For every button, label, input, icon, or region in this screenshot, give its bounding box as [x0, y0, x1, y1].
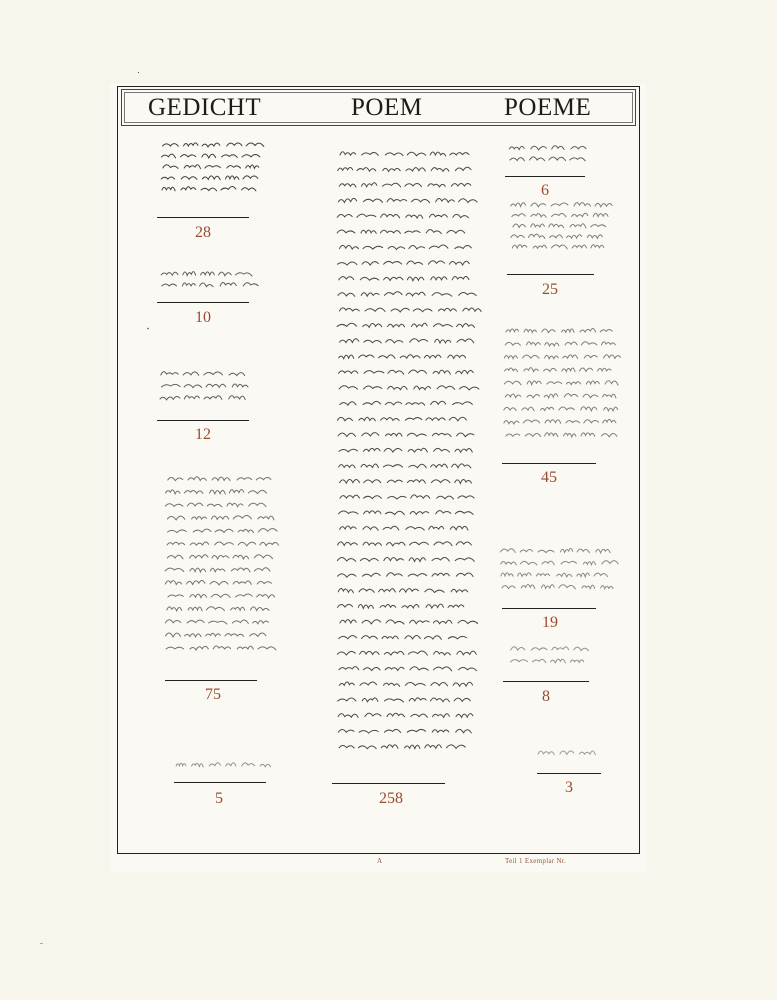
gedicht-rule-3 [157, 420, 249, 421]
poeme-rule-1 [505, 176, 585, 177]
ink-speck [40, 943, 43, 944]
gedicht-count-2: 10 [195, 309, 211, 326]
gedicht-rule-4 [165, 680, 257, 681]
gedicht-count-5: 5 [215, 790, 223, 807]
gedicht-count-4: 75 [205, 686, 221, 703]
column-title-poeme: POEME [504, 94, 592, 121]
poeme-count-2: 25 [542, 281, 558, 298]
footer-copy-note: Teil 1 Exemplar Nr. [505, 857, 567, 865]
poeme-rule-6 [537, 773, 601, 774]
gedicht-count-3: 12 [195, 426, 211, 443]
poeme-count-4: 19 [542, 614, 558, 631]
poem-count-1: 258 [379, 790, 403, 807]
poeme-rule-2 [507, 274, 594, 275]
gedicht-rule-5 [174, 782, 266, 783]
poeme-count-6: 3 [565, 779, 573, 796]
poeme-count-5: 8 [542, 688, 550, 705]
gedicht-rule-1 [157, 217, 249, 218]
column-title-gedicht: GEDICHT [148, 94, 262, 121]
poeme-rule-3 [502, 463, 596, 464]
footer-sheet-letter: A [377, 857, 383, 865]
poem-rule-1 [332, 783, 445, 784]
gedicht-count-1: 28 [195, 224, 211, 241]
poeme-count-1: 6 [541, 182, 549, 199]
poeme-rule-4 [502, 608, 596, 609]
ink-speck [138, 72, 139, 73]
gedicht-rule-2 [157, 302, 249, 303]
poeme-rule-5 [503, 681, 589, 682]
column-title-poem: POEM [351, 94, 423, 121]
poeme-count-3: 45 [541, 469, 557, 486]
